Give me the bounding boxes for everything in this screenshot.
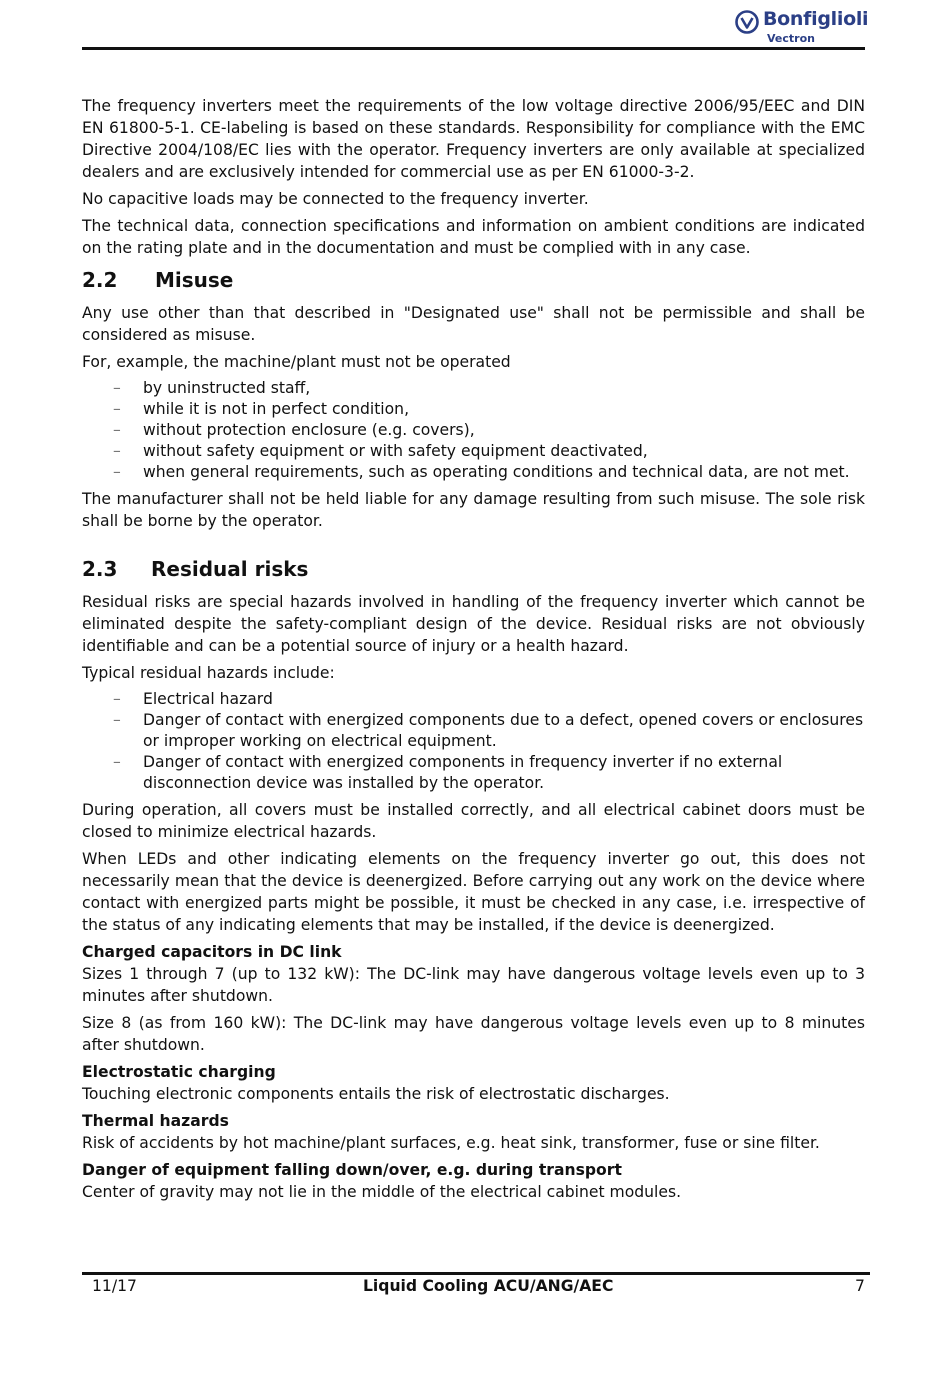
footer-date: 11/17 <box>92 1277 137 1295</box>
header-rule <box>82 47 865 50</box>
section-number: 2.3 <box>82 557 118 581</box>
intro-paragraph-2: No capacitive loads may be connected to the frequency inverter. <box>82 190 589 208</box>
falling-heading: Danger of equipment falling down/over, e.g. during transport <box>82 1161 622 1179</box>
dash-bullet-icon: – <box>113 753 121 771</box>
misuse-paragraph-1: Any use other than that described in "Designated use" shall not be permissible and shall be considered as misuse. <box>82 304 865 344</box>
electrostatic-heading: Electrostatic charging <box>82 1063 276 1081</box>
dash-bullet-icon: – <box>113 421 121 439</box>
risks-list <box>82 689 865 794</box>
risks-paragraph-4: When LEDs and other indicating elements on the frequency inverter go out, this does not necessarily mean that the device is deenergized. Before carrying out any work on the device where contact with energized parts might be possible, it must be checked in any case, i.e. irrespective of the status of any indicating elements that may be installed, if the device is deenergized. <box>82 850 865 934</box>
capacitors-heading: Charged capacitors in DC link <box>82 943 342 961</box>
risks-paragraph-2: Typical residual hazards include: <box>82 664 335 682</box>
brand-subname: Vectron <box>767 32 815 45</box>
list-item: – without protection enclosure (e.g. covers), <box>113 421 475 439</box>
section-title: Misuse <box>155 268 234 292</box>
thermal-heading: Thermal hazards <box>82 1112 229 1130</box>
list-item: – while it is not in perfect condition, <box>113 400 410 418</box>
capacitors-paragraph-1: Sizes 1 through 7 (up to 132 kW): The DC-link may have dangerous voltage levels even up to 3 minutes after shutdown. <box>82 965 865 1005</box>
list-item: – by uninstructed staff, <box>113 379 311 397</box>
footer-rule <box>82 1272 870 1275</box>
section-heading-misuse <box>82 267 865 293</box>
misuse-paragraph-3: The manufacturer shall not be held liable for any damage resulting from such misuse. The sole risk shall be borne by the operator. <box>82 490 865 530</box>
dash-bullet-icon: – <box>113 379 121 397</box>
misuse-paragraph-2: For, example, the machine/plant must not be operated <box>82 353 511 371</box>
electrostatic-paragraph: Touching electronic components entails the risk of electrostatic discharges. <box>82 1085 670 1103</box>
section-heading-residual-risks <box>82 556 865 582</box>
section-number: 2.2 <box>82 268 118 292</box>
list-item: – when general requirements, such as operating conditions and technical data, are not met. <box>113 463 850 481</box>
list-item: – Danger of contact with energized components in frequency inverter if no external disconnection device was installed by the operator. <box>113 753 783 792</box>
risks-paragraph-3: During operation, all covers must be installed correctly, and all electrical cabinet doors must be closed to minimize electrical hazards. <box>82 801 865 841</box>
list-item: – Danger of contact with energized components due to a defect, opened covers or enclosures or improper working on electrical equipment. <box>113 711 864 750</box>
dash-bullet-icon: – <box>113 400 121 418</box>
brand-logo <box>735 8 870 48</box>
dash-bullet-icon: – <box>113 463 121 481</box>
section-title: Residual risks <box>151 557 309 581</box>
risks-paragraph-1: Residual risks are special hazards involved in handling of the frequency inverter which cannot be eliminated despite the safety-compliant design of the device. Residual risks are not obviously identifiable and can be a potential source of injury or a health hazard. <box>82 593 865 655</box>
misuse-list <box>82 378 865 483</box>
document-body <box>82 95 865 1208</box>
intro-paragraph-3: The technical data, connection specifications and information on ambient conditions are indicated on the rating plate and in the documentation and must be complied with in any case. <box>82 217 865 257</box>
list-item: – without safety equipment or with safety equipment deactivated, <box>113 442 648 460</box>
dash-bullet-icon: – <box>113 690 121 708</box>
falling-paragraph: Center of gravity may not lie in the middle of the electrical cabinet modules. <box>82 1183 682 1201</box>
footer-title: Liquid Cooling ACU/ANG/AEC <box>363 1277 614 1295</box>
thermal-paragraph: Risk of accidents by hot machine/plant surfaces, e.g. heat sink, transformer, fuse or sine filter. <box>82 1134 820 1152</box>
dash-bullet-icon: – <box>113 711 121 729</box>
brand-name: Bonfiglioli <box>763 8 869 30</box>
dash-bullet-icon: – <box>113 442 121 460</box>
capacitors-paragraph-2: Size 8 (as from 160 kW): The DC-link may have dangerous voltage levels even up to 8 minutes after shutdown. <box>82 1014 865 1054</box>
page-number: 7 <box>855 1277 865 1295</box>
list-item: – Electrical hazard <box>113 690 273 708</box>
bonfiglioli-logo-icon <box>735 10 759 34</box>
intro-paragraph-1: The frequency inverters meet the requirements of the low voltage directive 2006/95/EEC and DIN EN 61800-5-1. CE-labeling is based on these standards. Responsibility for compliance with the EMC Directive 2004/108/EC lies with the operator. Frequency inverters are only available at specialized dealers and are exclusively intended for commercial use as per EN 61000-3-2. <box>82 97 865 181</box>
